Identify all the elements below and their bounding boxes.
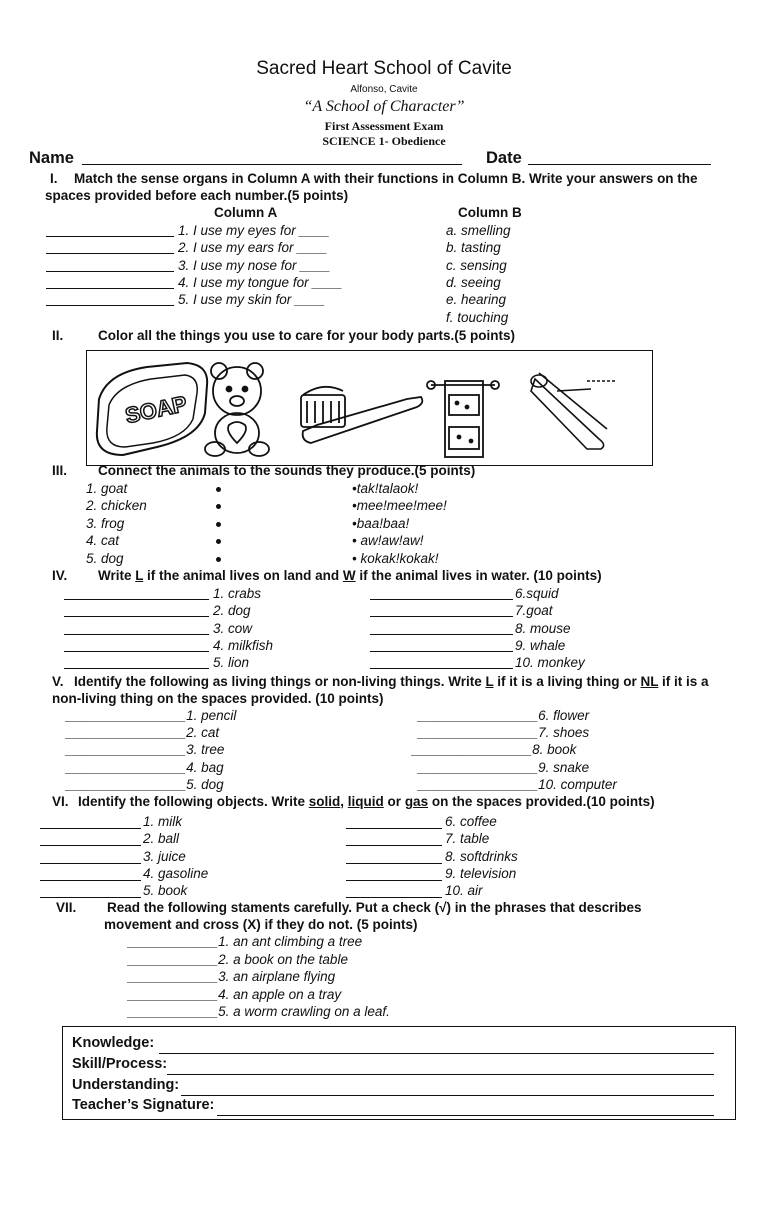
section-5-instructions: Identify the following as living things or non-living things. Write L if it is a living thing or NL if it is a [74, 674, 709, 689]
match-dot[interactable] [216, 487, 221, 492]
column-b-item: d. seeing [446, 275, 501, 290]
answer-blank[interactable] [346, 845, 442, 846]
answer-blank[interactable] [40, 828, 141, 829]
assessment-box [62, 1026, 736, 1120]
land-water-item: 2. dog [213, 603, 251, 618]
school-motto: “A School of Character” [303, 98, 465, 115]
towel-drawing[interactable] [427, 381, 499, 457]
answer-blank[interactable] [46, 236, 174, 237]
column-b-item: f. touching [446, 310, 509, 325]
date-label: Date [486, 149, 522, 167]
section-3-number: III. [52, 463, 68, 478]
living-item[interactable]: ________________9. snake [418, 760, 590, 775]
column-b-heading: Column B [458, 205, 522, 220]
land-water-item: 8. mouse [515, 621, 571, 636]
object-item: 8. softdrinks [445, 849, 518, 864]
answer-blank[interactable] [370, 634, 513, 635]
column-b-item: a. smelling [446, 223, 511, 238]
exam-subject: SCIENCE 1- Obedience [322, 134, 446, 148]
match-dot[interactable] [216, 539, 221, 544]
living-item[interactable]: ________________3. tree [66, 742, 225, 757]
coloring-picture-box [86, 350, 653, 466]
knowledge-label: Knowledge: [72, 1035, 155, 1051]
answer-blank[interactable] [46, 253, 174, 254]
knowledge-field[interactable] [159, 1053, 714, 1054]
coloring-picture-art [87, 351, 652, 465]
animal-item: 4. cat [86, 533, 120, 548]
living-item[interactable]: ________________7. shoes [418, 725, 590, 740]
land-water-item: 1. crabs [213, 586, 262, 601]
answer-blank[interactable] [370, 599, 513, 600]
understanding-field[interactable] [181, 1095, 714, 1096]
match-dot[interactable] [216, 557, 221, 562]
movement-item[interactable]: ____________3. an airplane flying [128, 969, 336, 984]
school-address: Alfonso, Cavite [350, 84, 418, 95]
answer-blank[interactable] [64, 651, 209, 652]
living-item[interactable]: ________________4. bag [66, 760, 224, 775]
section-4-instructions: Write L if the animal lives on land and W if the animal lives in water. (10 points) [98, 568, 602, 583]
answer-blank[interactable] [346, 828, 442, 829]
column-b-item: b. tasting [446, 240, 501, 255]
animal-item: 2. chicken [86, 498, 147, 513]
section-1-number: I. [50, 171, 58, 186]
animal-item: 1. goat [86, 481, 128, 496]
answer-blank[interactable] [46, 305, 174, 306]
name-label: Name [29, 149, 74, 167]
skill-field[interactable] [167, 1074, 714, 1075]
section-3-instructions: Connect the animals to the sounds they produce.(5 points) [98, 463, 476, 478]
section-6-number: VI. [52, 794, 69, 809]
object-item: 7. table [445, 831, 490, 846]
living-item[interactable]: ________________8. book [412, 742, 577, 757]
soap-drawing[interactable] [97, 363, 207, 455]
date-field[interactable] [528, 164, 711, 165]
sound-item[interactable]: • aw!aw!aw! [352, 533, 424, 548]
answer-blank[interactable] [370, 616, 513, 617]
land-water-item: 3. cow [213, 621, 253, 636]
living-item[interactable]: ________________6. flower [418, 708, 590, 723]
object-item: 9. television [445, 866, 517, 881]
column-a-heading: Column A [214, 205, 278, 220]
answer-blank[interactable] [370, 651, 513, 652]
section-1-instructions-2: spaces provided before each number.(5 points) [45, 188, 349, 203]
understanding-label: Understanding: [72, 1077, 180, 1093]
sound-item[interactable]: •baa!baa! [352, 516, 410, 531]
column-a-item: 5. I use my skin for ____ [178, 292, 326, 307]
object-item: 10. air [445, 883, 483, 898]
teacher-signature-label: Teacher’s Signature: [72, 1097, 215, 1113]
sound-item[interactable]: • kokak!kokak! [352, 551, 439, 566]
living-item[interactable]: ________________5. dog [66, 777, 224, 792]
answer-blank[interactable] [346, 880, 442, 881]
animal-item: 5. dog [86, 551, 124, 566]
match-dot[interactable] [216, 522, 221, 527]
section-2-number: II. [52, 328, 64, 343]
sound-item[interactable]: •tak!talaok! [352, 481, 419, 496]
section-6-instructions: Identify the following objects. Write solid, liquid or gas on the spaces provided.(10 points) [78, 794, 655, 809]
living-item[interactable]: ________________2. cat [66, 725, 220, 740]
match-dot[interactable] [216, 504, 221, 509]
land-water-item: 5. lion [213, 655, 250, 670]
answer-blank[interactable] [64, 616, 209, 617]
movement-item[interactable]: ____________4. an apple on a tray [128, 987, 342, 1002]
section-2-instructions: Color all the things you use to care for your body parts.(5 points) [98, 328, 516, 343]
soap-label: SOAP [122, 390, 190, 429]
column-a-item: 2. I use my ears for ____ [178, 240, 328, 255]
answer-blank[interactable] [46, 288, 174, 289]
column-a-item: 1. I use my eyes for ____ [178, 223, 330, 238]
answer-blank[interactable] [64, 634, 209, 635]
land-water-item: 6.squid [515, 586, 559, 601]
answer-blank[interactable] [64, 668, 209, 669]
answer-blank[interactable] [370, 668, 513, 669]
object-item: 2. ball [143, 831, 180, 846]
teddy-bear-drawing[interactable] [205, 363, 269, 456]
object-item: 3. juice [143, 849, 186, 864]
section-7-instructions: Read the following staments carefully. Put a check (√) in the phrases that describes [107, 900, 642, 915]
nail-clipper-drawing[interactable] [531, 373, 617, 449]
school-name: Sacred Heart School of Cavite [256, 58, 512, 79]
answer-blank[interactable] [40, 863, 141, 864]
column-b-item: c. sensing [446, 258, 507, 273]
teacher-signature-field[interactable] [217, 1115, 714, 1116]
section-7-number: VII. [56, 900, 77, 915]
movement-item[interactable]: ____________2. a book on the table [128, 952, 348, 967]
object-item: 1. milk [143, 814, 183, 829]
section-5-instructions-2: non-living thing on the spaces provided. (10 points) [52, 691, 384, 706]
column-a-item: 4. I use my tongue for ____ [178, 275, 343, 290]
section-7-instructions-2: movement and cross (X) if they do not. (5 points) [104, 917, 418, 932]
living-item[interactable]: ________________1. pencil [66, 708, 237, 723]
answer-blank[interactable] [346, 863, 442, 864]
land-water-item: 9. whale [515, 638, 566, 653]
land-water-item: 4. milkfish [213, 638, 274, 653]
sound-item[interactable]: •mee!mee!mee! [352, 498, 447, 513]
land-water-item: 7.goat [515, 603, 553, 618]
answer-blank[interactable] [40, 880, 141, 881]
section-4-number: IV. [52, 568, 68, 583]
section-5-number: V. [52, 674, 64, 689]
skill-label: Skill/Process: [72, 1056, 168, 1072]
object-item: 6. coffee [445, 814, 497, 829]
object-item: 5. book [143, 883, 188, 898]
land-water-item: 10. monkey [515, 655, 585, 670]
answer-blank[interactable] [40, 845, 141, 846]
answer-blank[interactable] [40, 897, 141, 898]
answer-blank[interactable] [46, 271, 174, 272]
animal-item: 3. frog [86, 516, 125, 531]
movement-item[interactable]: ____________1. an ant climbing a tree [128, 934, 363, 949]
column-a-item: 3. I use my nose for ____ [178, 258, 331, 273]
exam-title: First Assessment Exam [324, 119, 444, 133]
section-1-instructions: Match the sense organs in Column A with their functions in Column B. Write your answers on the [74, 171, 698, 186]
answer-blank[interactable] [346, 897, 442, 898]
column-b-item: e. hearing [446, 292, 507, 307]
answer-blank[interactable] [64, 599, 209, 600]
object-item: 4. gasoline [143, 866, 209, 881]
living-item[interactable]: ________________10. computer [418, 777, 617, 792]
movement-item[interactable]: ____________5. a worm crawling on a leaf. [128, 1004, 390, 1019]
toothbrush-drawing[interactable] [301, 387, 422, 443]
name-field[interactable] [82, 164, 462, 165]
